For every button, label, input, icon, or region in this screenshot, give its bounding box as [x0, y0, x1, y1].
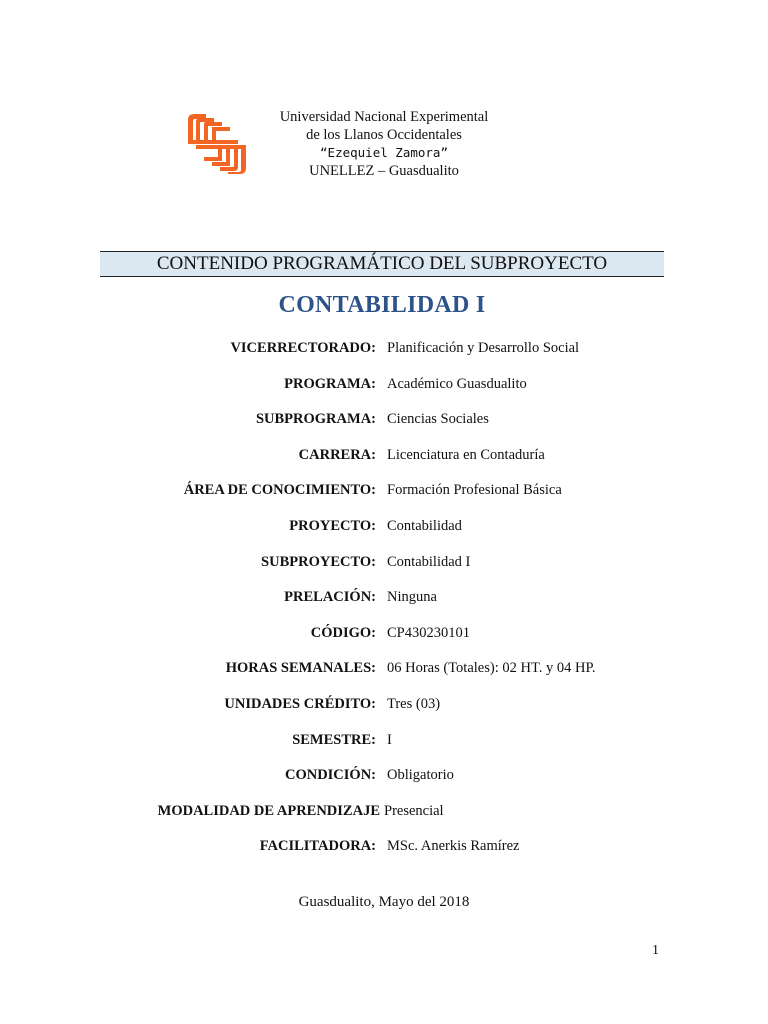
university-name-line2: de los Llanos Occidentales: [306, 127, 462, 143]
field-label: UNIDADES CRÉDITO:: [224, 695, 376, 712]
field-value: I: [387, 731, 392, 748]
field-value: Ninguna: [387, 589, 437, 606]
field-value: Académico Guasdualito: [387, 375, 527, 392]
field-value: 06 Horas (Totales): 02 HT. y 04 HP.: [387, 660, 596, 677]
subject-title: CONTABILIDAD I: [278, 292, 486, 318]
field-label: PROYECTO:: [289, 517, 376, 534]
field-row: [0, 730, 768, 766]
field-label: CARRERA:: [298, 446, 376, 463]
field-value: Ciencias Sociales: [387, 411, 489, 428]
university-campus: UNELLEZ – Guasdualito: [309, 163, 459, 179]
field-row: [0, 587, 768, 623]
university-name-line1: Universidad Nacional Experimental: [279, 109, 489, 125]
field-row: [0, 765, 768, 801]
field-value: MSc. Anerkis Ramírez: [387, 838, 520, 855]
field-label: MODALIDAD DE APRENDIZAJE: [157, 802, 380, 819]
field-value: CP430230101: [387, 624, 470, 641]
field-value: Contabilidad: [387, 517, 462, 534]
field-row: [0, 338, 768, 374]
university-motto: “Ezequiel Zamora”: [320, 145, 448, 160]
field-row: [0, 623, 768, 659]
field-row: [0, 694, 768, 730]
field-value: Planificación y Desarrollo Social: [387, 340, 580, 356]
place-date-text: Guasdualito, Mayo del 2018: [298, 894, 470, 910]
field-row: [0, 801, 768, 837]
field-label: PROGRAMA:: [284, 375, 376, 392]
unellez-logo-icon: [186, 112, 248, 176]
field-label: CONDICIÓN:: [284, 767, 376, 784]
field-value: Presencial: [384, 802, 444, 819]
field-value: Contabilidad I: [387, 553, 471, 570]
field-label: VICERRECTORADO:: [230, 340, 376, 356]
field-value: Tres (03): [387, 695, 441, 712]
field-label: SEMESTRE:: [292, 731, 376, 748]
field-label: PRELACIÓN:: [284, 589, 376, 606]
page-number: 1: [652, 943, 659, 958]
field-label: SUBPROYECTO:: [261, 553, 376, 570]
course-fields: [0, 338, 768, 872]
field-row: [0, 374, 768, 410]
field-label: SUBPROGRAMA:: [255, 411, 376, 428]
field-label: FACILITADORA:: [259, 838, 376, 855]
field-label: CÓDIGO:: [310, 624, 376, 641]
field-row: [0, 552, 768, 588]
field-value: Obligatorio: [387, 767, 454, 784]
field-row: [0, 480, 768, 516]
place-and-date: [0, 894, 768, 911]
university-header: [250, 108, 518, 180]
field-value: Licenciatura en Contaduría: [387, 446, 545, 463]
field-label: ÁREA DE CONOCIMIENTO:: [183, 482, 376, 499]
field-row: [0, 658, 768, 694]
section-banner: CONTENIDO PROGRAMÁTICO DEL SUBPROYECTO: [100, 251, 664, 277]
field-row: [0, 836, 768, 872]
field-row: [0, 516, 768, 552]
field-row: [0, 409, 768, 445]
field-value: Formación Profesional Básica: [387, 482, 562, 499]
field-row: [0, 445, 768, 481]
field-label: HORAS SEMANALES:: [225, 660, 376, 677]
